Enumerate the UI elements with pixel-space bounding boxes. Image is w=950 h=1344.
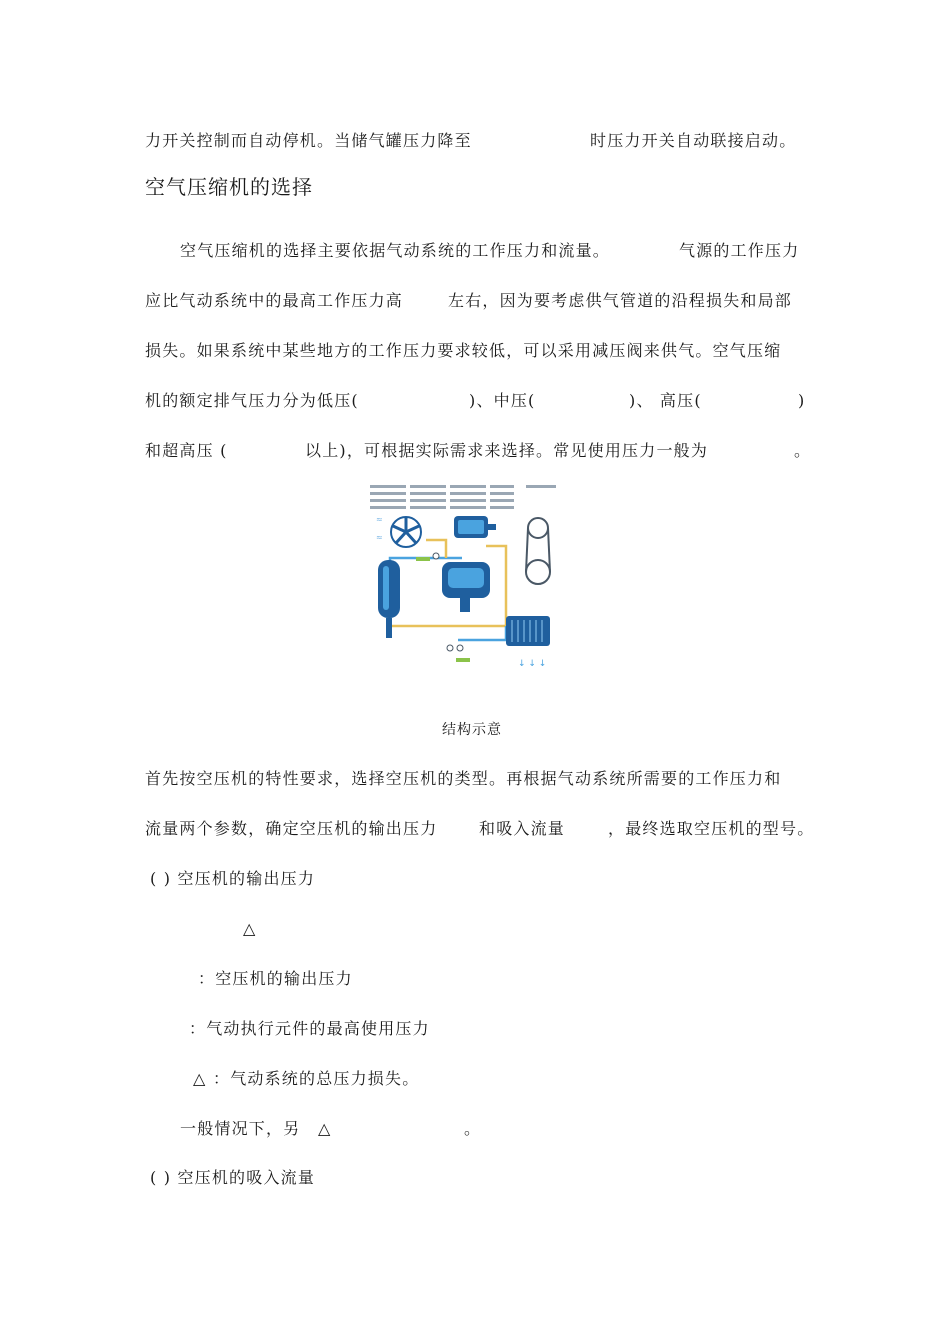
para1-line1a: 空气压缩机的选择主要依据气动系统的工作压力和流量。 [180,241,611,260]
svg-text:≈: ≈ [376,515,383,524]
motor-icon [454,516,496,538]
para1-line4c: )、 高压( [629,391,702,410]
section-heading: 空气压缩机的选择 [145,175,313,199]
fan-icon [391,517,421,547]
para1-line2b: 左右，因为要考虑供气管道的沿程损失和局部 [448,291,793,310]
legend-block [370,485,556,509]
definition-max-pressure: ：气动执行元件的最高使用压力 [189,1019,430,1038]
definition-delta-symbol: △ [193,1069,207,1088]
svg-text:≈: ≈ [376,533,383,542]
para1-line5c: 。 [794,441,812,460]
para2-line2c: ，最终选取空压机的型号。 [608,819,815,838]
general-case-delta: △ [318,1119,332,1138]
text-line-1b: 时压力开关自动联接启动。 [590,131,797,150]
para1-line4d: ) [798,391,806,410]
general-case-end: 。 [464,1119,482,1138]
figure-caption: 结构示意 [442,722,502,738]
cooler-icon [506,616,550,669]
general-case-a: 一般情况下，另 [180,1119,301,1138]
para1-line1b: 气源的工作压力 [679,241,800,260]
para2-line2a: 流量两个参数，确定空压机的输出压力 [145,819,438,838]
para2-line2b: 和吸入流量 [479,819,566,838]
para1-line4b: )、中压( [469,391,536,410]
definition-output-pressure: ：空压机的输出压力 [198,969,353,988]
formula-triangle: △ [243,919,257,938]
definition-pressure-loss: ：气动系统的总压力损失。 [213,1069,420,1088]
subsection-output-pressure: ( ) 空压机的输出压力 [150,869,316,888]
para2-line1: 首先按空压机的特性要求，选择空压机的类型。再根据气动系统所需要的工作压力和 [145,769,782,788]
text-line-1a: 力开关控制而自动停机。当储气罐压力降至 [145,131,472,150]
para1-line5b: 以上)，可根据实际需求来选择。常见使用压力一般为 [305,441,709,460]
belt-pulley-icon [526,518,550,584]
svg-text:↓ ↓ ↓: ↓ ↓ ↓ [518,659,547,669]
compressor-head-icon [442,562,490,612]
para1-line3: 损失。如果系统中某些地方的工作压力要求较低，可以采用减压阀来供气。空气压缩 [145,341,782,360]
subsection-intake-flow: ( ) 空压机的吸入流量 [150,1168,316,1187]
para1-line5a: 和超高压 ( [145,441,228,460]
para1-line4a: 机的额定排气压力分为低压( [145,391,359,410]
para1-line2a: 应比气动系统中的最高工作压力高 [145,291,404,310]
compressor-structure-diagram [366,480,586,672]
